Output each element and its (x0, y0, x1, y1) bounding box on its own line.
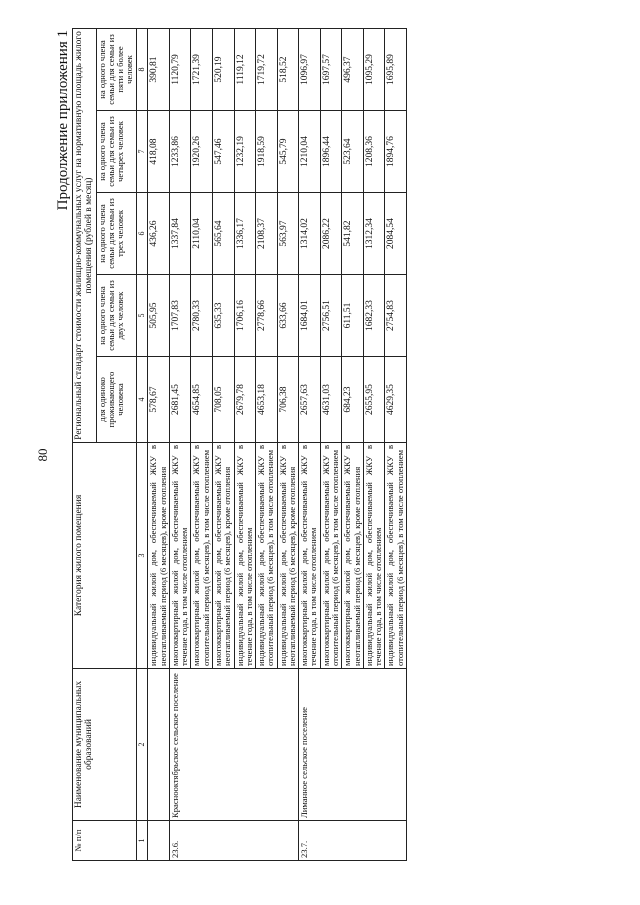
row-num: 23.6. (169, 821, 298, 861)
table-row (299, 28, 321, 860)
row-value: 2756,51 (320, 275, 342, 357)
header-standard: Региональный стандарт стоимости жилищно-коммунальных услуг на нормативную площадь жилого помещения (рублей в месяц) (73, 28, 97, 442)
row-value: 418,08 (148, 111, 170, 193)
row-value: 1894,76 (385, 111, 407, 193)
row-value: 565,64 (212, 193, 234, 275)
row-value: 2754,83 (385, 275, 407, 357)
row-category: индивидуальный жилой дом, обеспечиваемый ЖКУ в неотапливаемый период (6 месяцев), кроме отопления (277, 443, 299, 669)
row-value: 541,82 (342, 193, 364, 275)
header-name: Наименование муниципальных образований (73, 669, 137, 821)
row-value: 1684,01 (299, 275, 321, 357)
row-value: 1896,44 (320, 111, 342, 193)
column-number: 3 (136, 443, 148, 669)
row-value: 578,67 (148, 357, 170, 443)
column-number-row (136, 28, 148, 860)
row-value: 1719,72 (256, 28, 278, 110)
appendix-title: Продолжение приложения 1 (55, 30, 71, 211)
row-value: 2110,04 (191, 193, 213, 275)
row-value: 1120,79 (169, 28, 191, 110)
row-category: многоквартирный жилой дом, обеспечиваемый ЖКУ в течение года, в том числе отоплением (169, 443, 191, 669)
row-category: многоквартирный жилой дом, обеспечиваемый ЖКУ в течение года, в том числе отоплением (299, 443, 321, 669)
header-sub: на одного члена семьи для семьи из трех человек (96, 193, 136, 275)
row-value: 1721,39 (191, 28, 213, 110)
row-value: 1707,83 (169, 275, 191, 357)
row-value: 1920,26 (191, 111, 213, 193)
row-category: индивидуальный жилой дом, обеспечиваемый ЖКУ в неотапливаемый период (6 месяцев), кроме отопления (148, 443, 170, 669)
row-value: 496,37 (342, 28, 364, 110)
row-value: 1210,04 (299, 111, 321, 193)
column-number: 5 (136, 275, 148, 357)
row-settlement: Лиманное сельское поселение (299, 669, 407, 821)
row-value: 1682,33 (363, 275, 385, 357)
row-settlement (148, 669, 170, 821)
row-value: 1096,97 (299, 28, 321, 110)
column-number: 8 (136, 28, 148, 110)
row-value: 1336,17 (234, 193, 256, 275)
header-sub: на одного члена семьи для семьи из пяти и более человек (96, 28, 136, 110)
standard-table (72, 28, 407, 861)
row-value: 4653,18 (256, 357, 278, 443)
row-value: 1208,36 (363, 111, 385, 193)
row-value: 1232,19 (234, 111, 256, 193)
table-row (148, 28, 170, 860)
row-value: 390,81 (148, 28, 170, 110)
row-value: 633,66 (277, 275, 299, 357)
header-num: № п/п (73, 821, 137, 861)
header-sub: на одного члена семьи для семьи из двух человек (96, 275, 136, 357)
row-value: 1918,59 (256, 111, 278, 193)
header-sub: на одного члена семьи для семьи из четырех человек (96, 111, 136, 193)
row-category: индивидуальный жилой дом, обеспечиваемый ЖКУ в течение года, в том числе отоплением (234, 443, 256, 669)
column-number: 4 (136, 357, 148, 443)
row-value: 2780,33 (191, 275, 213, 357)
column-number: 6 (136, 193, 148, 275)
row-value: 1233,86 (169, 111, 191, 193)
row-value: 2657,63 (299, 357, 321, 443)
row-value: 1312,34 (363, 193, 385, 275)
row-value: 2681,45 (169, 357, 191, 443)
row-num (148, 821, 170, 861)
page-number: 80 (35, 448, 50, 462)
row-value: 523,64 (342, 111, 364, 193)
row-value: 1706,16 (234, 275, 256, 357)
row-value: 2084,54 (385, 193, 407, 275)
row-category: многоквартирный жилой дом, обеспечиваемый ЖКУ в неотапливаемый период (6 месяцев), кроме отопления (342, 443, 364, 669)
column-number: 7 (136, 111, 148, 193)
row-category: индивидуальный жилой дом, обеспечиваемый ЖКУ в отопительный период (6 месяцев), в том числе отоплением (256, 443, 278, 669)
row-value: 2679,78 (234, 357, 256, 443)
row-value: 2655,95 (363, 357, 385, 443)
row-value: 1119,12 (234, 28, 256, 110)
row-value: 563,97 (277, 193, 299, 275)
row-value: 1697,57 (320, 28, 342, 110)
row-value: 1695,89 (385, 28, 407, 110)
row-value: 2086,22 (320, 193, 342, 275)
row-value: 2108,37 (256, 193, 278, 275)
row-value: 4629,35 (385, 357, 407, 443)
table-row (169, 28, 191, 860)
row-value: 545,79 (277, 111, 299, 193)
row-value: 4631,03 (320, 357, 342, 443)
row-value: 436,26 (148, 193, 170, 275)
row-value: 547,46 (212, 111, 234, 193)
row-value: 520,19 (212, 28, 234, 110)
row-category: многоквартирный жилой дом, обеспечиваемый ЖКУ в отопительный период (6 месяцев), в том числе отоплением (320, 443, 342, 669)
row-settlement: Краснооктябрьское сельское поселение (169, 669, 298, 821)
row-category: индивидуальный жилой дом, обеспечиваемый ЖКУ в течение года, в том числе отоплением (363, 443, 385, 669)
row-num: 23.7. (299, 821, 407, 861)
header-row-1 (73, 28, 97, 860)
row-value: 611,51 (342, 275, 364, 357)
header-category: Категория жилого помещения (73, 443, 137, 669)
row-value: 706,38 (277, 357, 299, 443)
row-value: 635,33 (212, 275, 234, 357)
row-category: многоквартирный жилой дом, обеспечиваемый ЖКУ в отопительный период (6 месяцев), в том числе отоплением (191, 443, 213, 669)
row-value: 1337,84 (169, 193, 191, 275)
row-value: 1095,29 (363, 28, 385, 110)
header-sub: для одиноко проживающего человека (96, 357, 136, 443)
row-value: 2778,66 (256, 275, 278, 357)
row-value: 1314,02 (299, 193, 321, 275)
column-number: 1 (136, 821, 148, 861)
row-category: многоквартирный жилой дом, обеспечиваемый ЖКУ в неотапливаемый период (6 месяцев), кроме отопления (212, 443, 234, 669)
row-value: 505,95 (148, 275, 170, 357)
row-category: индивидуальный жилой дом, обеспечиваемый ЖКУ в отопительный период (6 месяцев), в том числе отоплением (385, 443, 407, 669)
row-value: 518,52 (277, 28, 299, 110)
row-value: 708,05 (212, 357, 234, 443)
column-number: 2 (136, 669, 148, 821)
row-value: 684,23 (342, 357, 364, 443)
row-value: 4654,85 (191, 357, 213, 443)
